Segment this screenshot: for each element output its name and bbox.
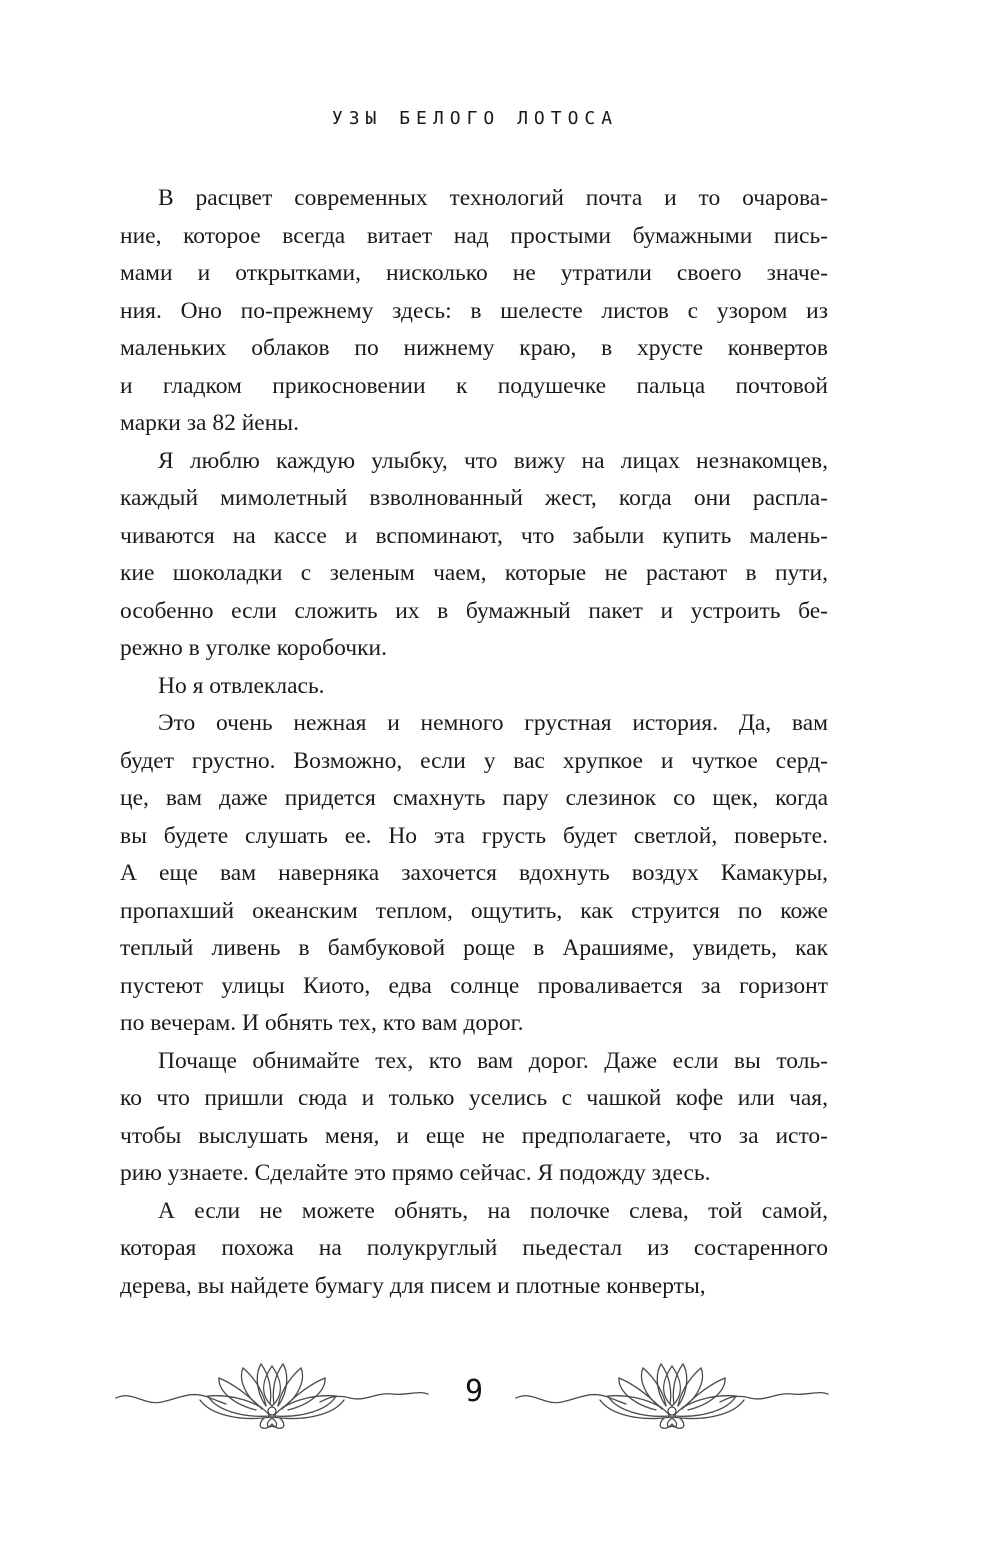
text-line: чиваются на кассе и вспоминают, что забыли купить малень- (120, 522, 828, 549)
text-line: Я люблю каждую улыбку, что вижу на лицах незнакомцев, (158, 447, 828, 474)
text-line: це, вам даже придется смахнуть пару слезинок со щек, когда (120, 785, 828, 811)
text-line: особенно если сложить их в бумажный пакет и устроить бе- (120, 597, 828, 624)
text-line: пропахший океанским теплом, ощутить, как струится по коже (120, 897, 828, 924)
text-line: ние, которое всегда витает над простыми бумажными пись- (120, 222, 828, 249)
text-line: теплый ливень в бамбуковой роще в Арашияме, увидеть, как (120, 935, 828, 961)
text-line: Но я отвлеклась. (158, 672, 325, 699)
paragraph (120, 705, 828, 1043)
text-line: Это очень нежная и немного грустная история. Да, вам (158, 710, 828, 736)
paragraph (120, 180, 828, 443)
text-line: маленьких облаков по нижнему краю, в хрусте конвертов (120, 335, 828, 361)
text-line: по вечерам. И обнять тех, кто вам дорог. (120, 1010, 524, 1036)
text-line: марки за 82 йены. (120, 410, 299, 436)
text-line: кие шоколадки с зеленым чаем, которые не растают в пути, (120, 560, 828, 586)
paragraph (120, 1193, 828, 1306)
lotus-ornament-icon (514, 1354, 830, 1432)
text-line: каждый мимолетный взволнованный жест, когда они распла- (120, 485, 828, 511)
text-line: будет грустно. Возможно, если у вас хрупкое и чуткое серд- (120, 747, 828, 774)
text-line: чтобы выслушать меня, и еще не предполагаете, что за исто- (120, 1122, 828, 1149)
paragraph (120, 1043, 828, 1193)
text-line: рию узнаете. Сделайте это прямо сейчас. Я подожду здесь. (120, 1160, 711, 1186)
page-number: 9 (464, 1374, 484, 1409)
text-line: А если не можете обнять, на полочке слева, той самой, (158, 1197, 828, 1224)
paragraph (120, 443, 828, 668)
text-line: пустеют улицы Киото, едва солнце проваливается за горизонт (120, 972, 828, 999)
text-line: дерева, вы найдете бумагу для писем и плотные конверты, (120, 1272, 706, 1299)
text-line: В расцвет современных технологий почта и то очарова- (158, 185, 828, 211)
text-line: ко что пришли сюда и только уселись с чашкой кофе или чая, (120, 1085, 828, 1111)
text-line: режно в уголке коробочки. (120, 635, 387, 661)
text-line: Почаще обнимайте тех, кто вам дорог. Даже если вы толь- (158, 1047, 828, 1074)
body-text (120, 180, 828, 1305)
text-line: мами и открытками, нисколько не утратили своего значе- (120, 260, 828, 286)
text-line: которая похожа на полукруглый пьедестал из состаренного (120, 1235, 828, 1261)
text-line: и гладком прикосновении к подушечке пальца почтовой (120, 372, 828, 399)
text-line: А еще вам наверняка захочется вдохнуть воздух Камакуры, (120, 860, 828, 886)
running-head: УЗЫ БЕЛОГО ЛОТОСА (331, 108, 619, 129)
paragraph (120, 668, 828, 706)
text-line: ния. Оно по-прежнему здесь: в шелесте листов с узором из (120, 297, 828, 324)
text-line: вы будете слушать ее. Но эта грусть будет светлой, поверьте. (120, 822, 828, 849)
